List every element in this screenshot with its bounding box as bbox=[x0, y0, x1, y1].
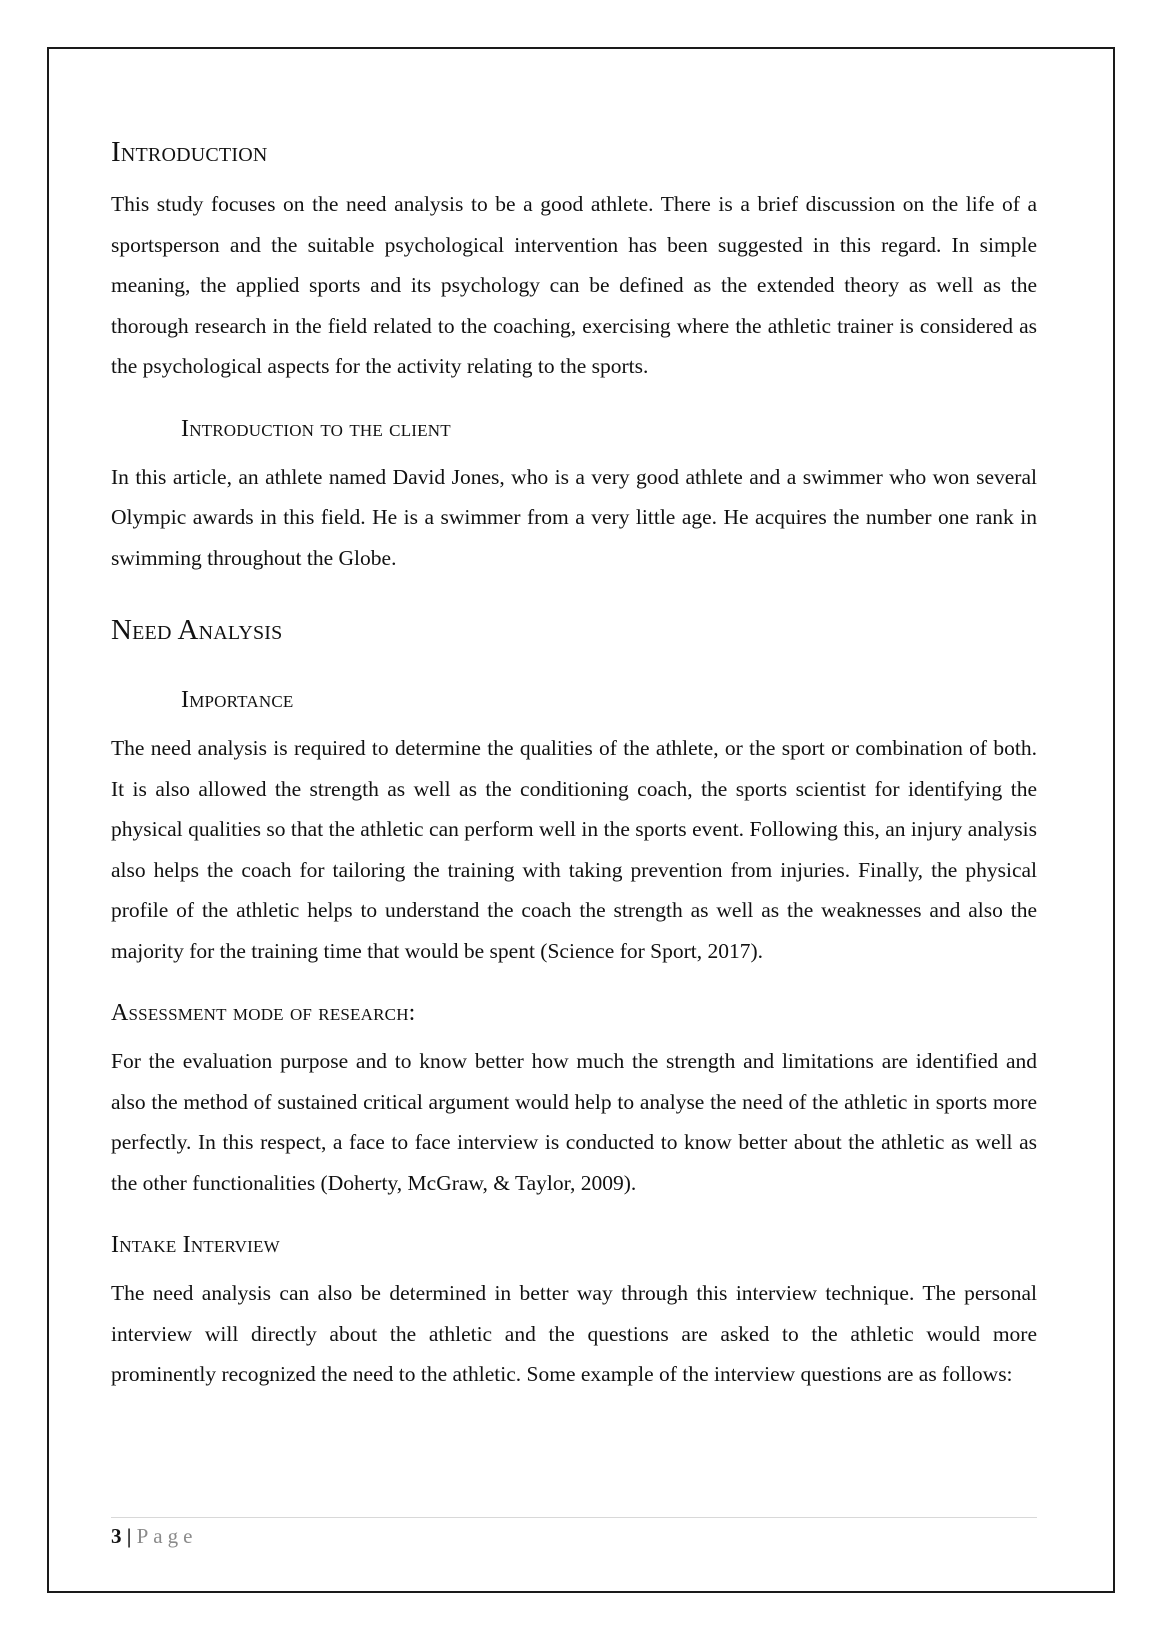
paragraph-importance: The need analysis is required to determine the qualities of the athlete, or the sport or combination of both. It is also allowed the strength as well as the conditioning coach, the sports scientist for identifying the physical qualities so that the athletic can perform well in the sports event. Following this, an injury analysis also helps the coach for tailoring the training with taking prevention from injuries. Finally, the physical profile of the athletic helps to understand the coach the strength as well as the weaknesses and also the majority for the training time that would be spent (Science for Sport, 2017). bbox=[111, 736, 1037, 963]
footer-separator: | bbox=[126, 1524, 132, 1548]
page-label: Page bbox=[136, 1524, 198, 1548]
paragraph-client-intro: In this article, an athlete named David Jones, who is a very good athlete and a swimmer who won several Olympic awards in this field. He is a swimmer from a very little age. He acquires the number one rank in swimming throughout the Globe. bbox=[111, 464, 1037, 570]
heading-client-intro: Introduction to the client bbox=[181, 415, 451, 442]
heading-intake-interview: Intake Interview bbox=[111, 1232, 280, 1258]
document-body bbox=[111, 134, 1037, 1395]
paragraph-introduction: This study focuses on the need analysis to be a good athlete. There is a brief discussion on the life of a sportsperson and the suitable psychological intervention has been suggested in this regard. In simple meaning, the applied sports and its psychology can be defined as the extended theory as well as the thorough research in the field related to the coaching, exercising where the athletic trainer is considered as the psychological aspects for the activity relating to the sports. bbox=[111, 192, 1037, 378]
heading-introduction: Introduction bbox=[111, 136, 268, 168]
page-number: 3 bbox=[111, 1524, 122, 1548]
heading-assessment: Assessment mode of research: bbox=[111, 1000, 416, 1026]
page-footer bbox=[111, 1517, 1037, 1550]
paragraph-assessment: For the evaluation purpose and to know better how much the strength and limitations are identified and also the method of sustained critical argument would help to analyse the need of the athletic in sports more perfectly. In this respect, a face to face interview is conducted to know better about the athletic as well as the other functionalities (Doherty, McGraw, & Taylor, 2009). bbox=[111, 1049, 1037, 1195]
heading-need-analysis: Need Analysis bbox=[111, 614, 283, 646]
heading-importance: Importance bbox=[181, 687, 294, 713]
paragraph-intake-interview: The need analysis can also be determined in better way through this interview technique. The personal interview will directly about the athletic and the questions are asked to the athletic would more prominently recognized the need to the athletic. Some example of the interview questions are as follows: bbox=[111, 1281, 1037, 1386]
